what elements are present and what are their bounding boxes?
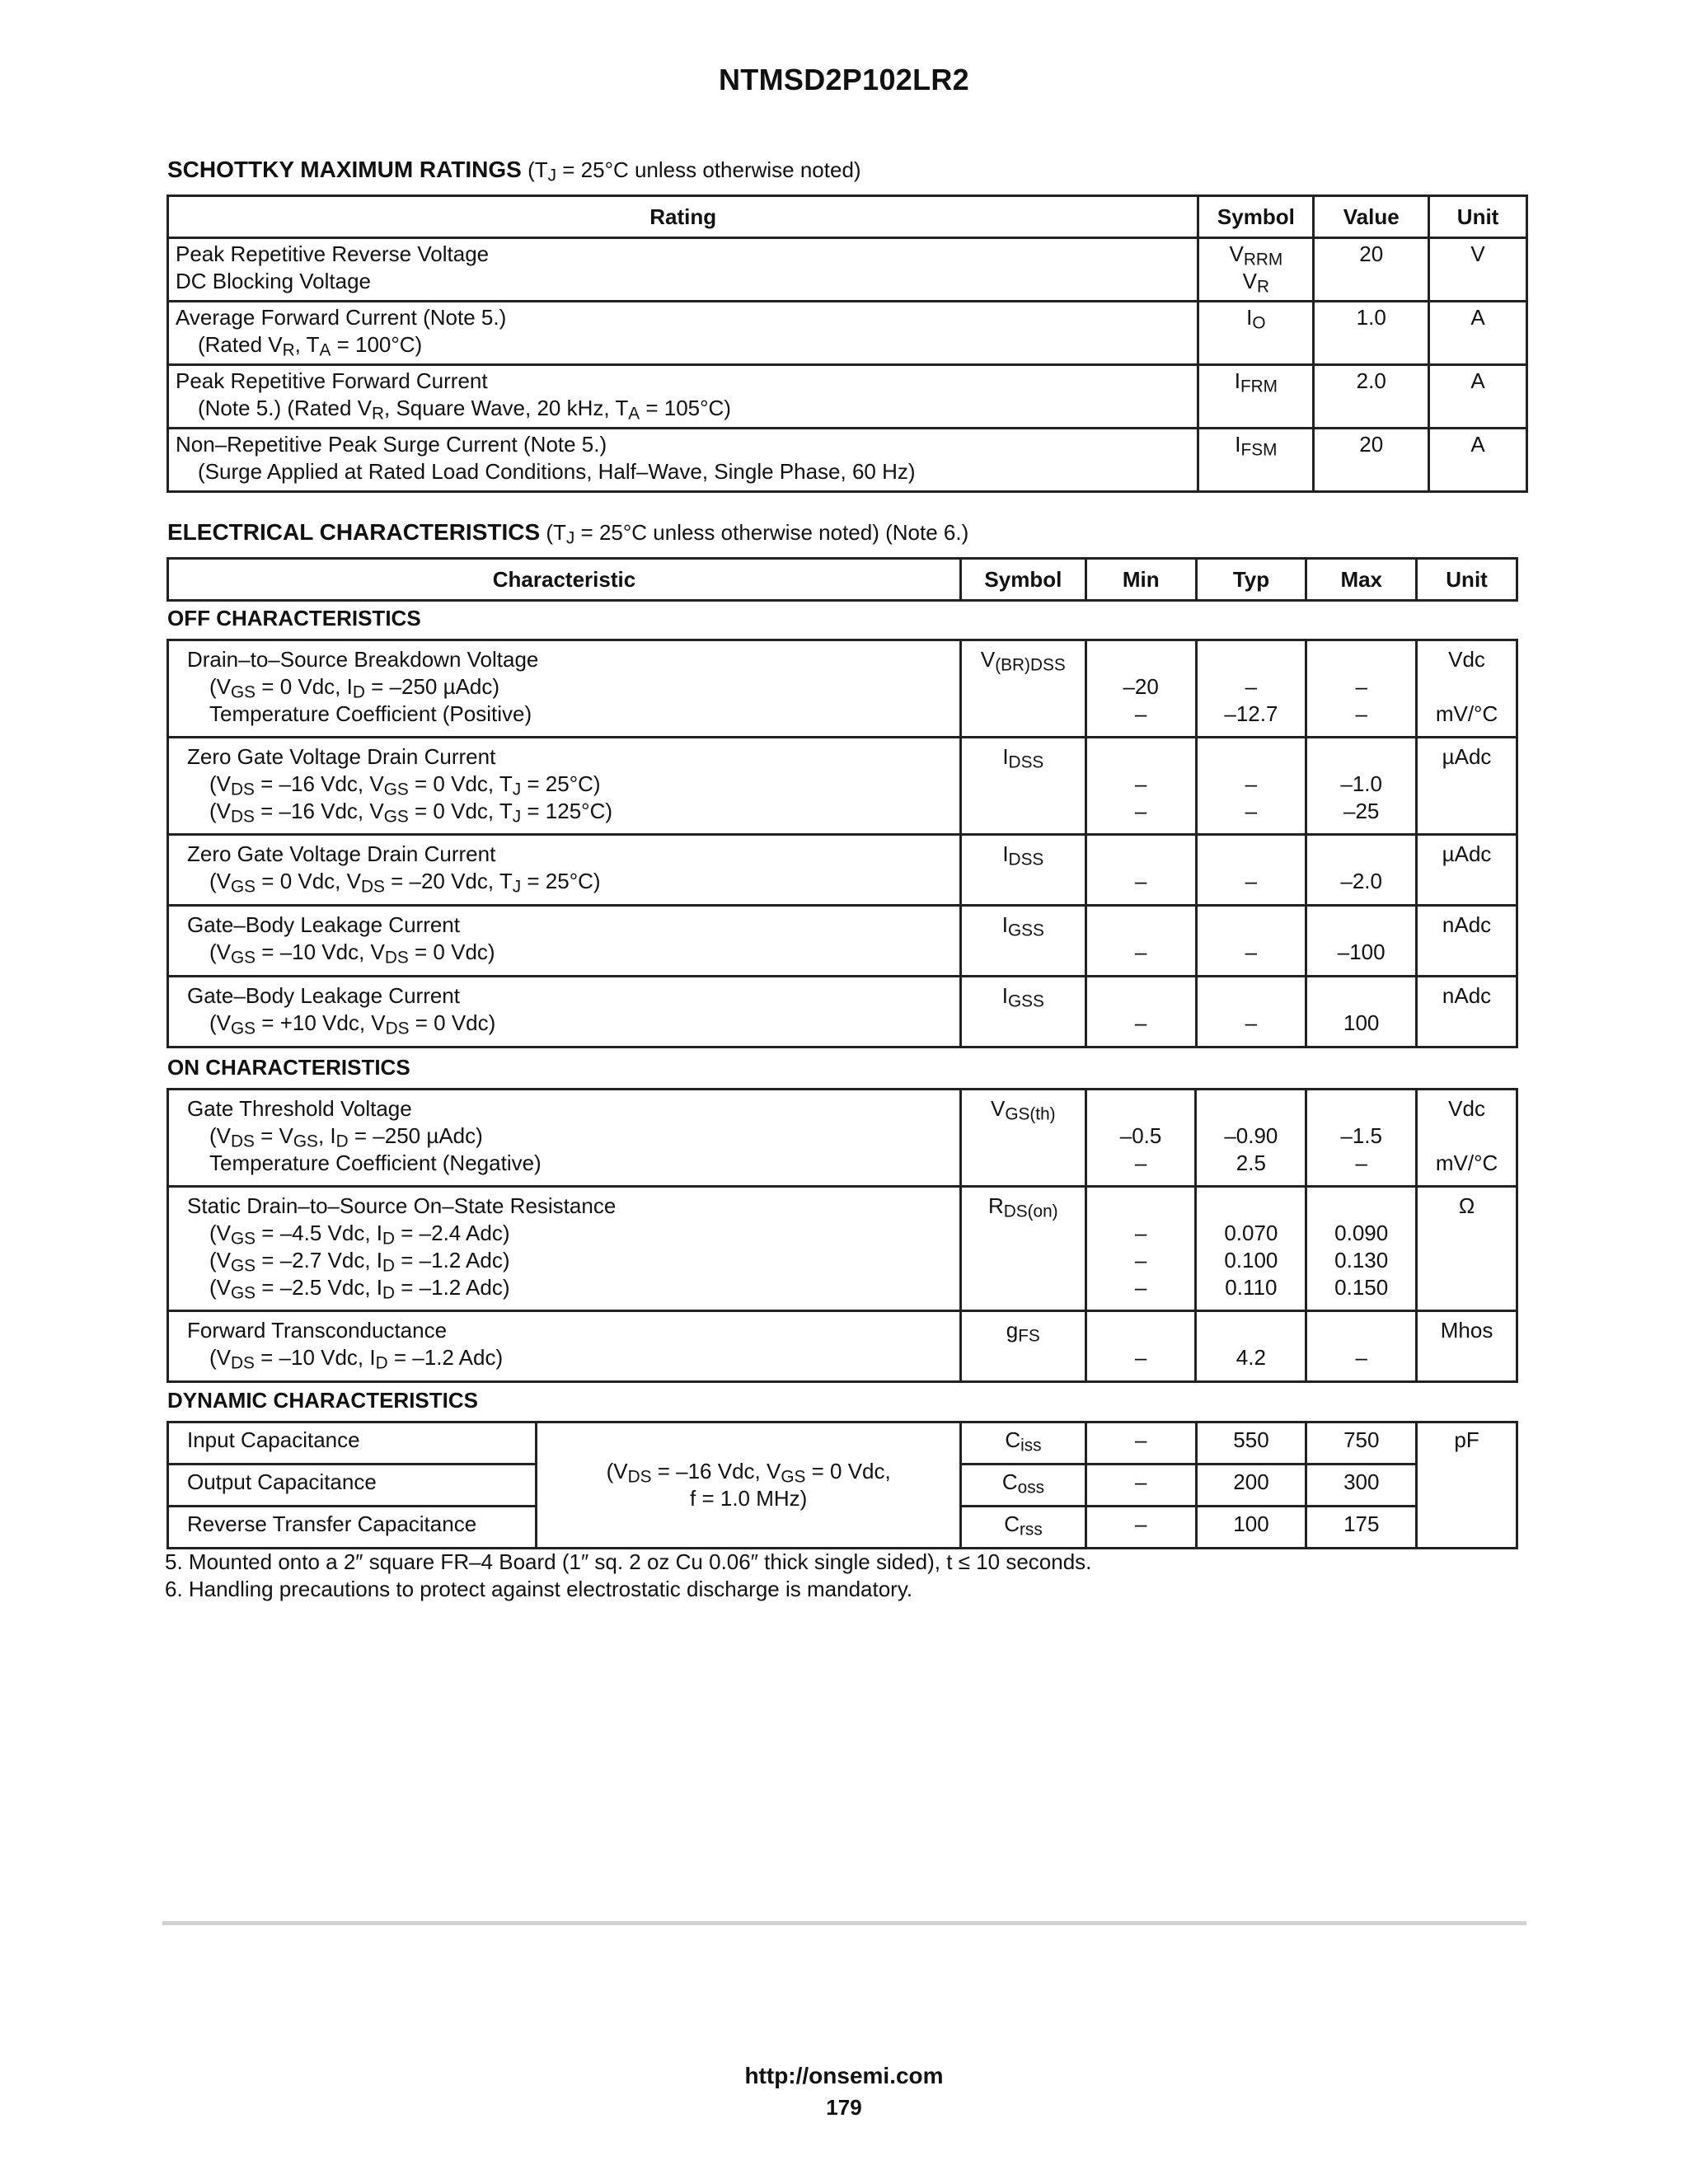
max-cell: 175 — [1306, 1507, 1417, 1549]
table-header-row — [168, 196, 1527, 238]
rating-cell: Peak Repetitive Forward Current (Note 5.) (Rated $V_R$, Square Wave, 20 kHz, $T_A = 105^\circ C$) — [168, 365, 1198, 429]
unit-cell: nAdc — [1417, 906, 1517, 977]
symbol-cell: $V_{GS(th)}$ — [960, 1090, 1085, 1187]
symbol-cell: $I_{FRM}$ — [1198, 365, 1314, 429]
table-row — [168, 1422, 1517, 1465]
table-row — [168, 1090, 1517, 1187]
column-header: Typ — [1196, 559, 1306, 601]
unit-cell: µAdc — [1417, 738, 1517, 835]
max-cell: – – — [1306, 640, 1417, 738]
symbol-cell: $C_{rss}$ — [961, 1507, 1086, 1549]
off-characteristics-title: OFF CHARACTERISTICS — [167, 606, 421, 630]
unit-cell: A — [1429, 302, 1527, 365]
rating-cell: Peak Repetitive Reverse Voltage DC Blocking Voltage — [168, 238, 1198, 302]
table-row — [168, 365, 1527, 429]
typ-cell: 0.070 0.100 0.110 — [1196, 1187, 1306, 1311]
min-cell: – – – — [1085, 1187, 1196, 1311]
table-row — [168, 429, 1527, 492]
symbol-cell: $C_{oss}$ — [961, 1465, 1086, 1507]
characteristic-cell: Zero Gate Voltage Drain Current ($V_{GS} = 0$ Vdc, $V_{DS} = -20$ Vdc, $T_J = 25^\circ C$) — [168, 835, 961, 906]
symbol-cell: $I_O$ — [1198, 302, 1314, 365]
rating-cell: Average Forward Current (Note 5.) (Rated $V_R$, $T_A = 100^\circ C$) — [168, 302, 1198, 365]
min-cell: – — [1085, 1422, 1196, 1465]
unit-cell: V — [1429, 238, 1527, 302]
min-cell: – — [1085, 906, 1196, 977]
column-header: Max — [1306, 559, 1417, 601]
typ-cell: 200 — [1196, 1465, 1306, 1507]
characteristic-cell: Zero Gate Voltage Drain Current ($V_{DS} = -16$ Vdc, $V_{GS} = 0$ Vdc, $T_J = 25^\circ C$) ($V_{DS} = -16$ Vdc, $V_{GS} = 0$ Vdc, $T_J = 125^\circ C$) — [168, 738, 961, 835]
symbol-cell: $I_{DSS}$ — [960, 738, 1085, 835]
unit-cell: Vdc mV/°C — [1417, 1090, 1517, 1187]
unit-cell: Vdc mV/°C — [1417, 640, 1517, 738]
table-row — [168, 640, 1517, 738]
symbol-cell: $g_{FS}$ — [960, 1311, 1085, 1382]
typ-cell: – — [1196, 977, 1306, 1047]
table-row — [168, 738, 1517, 835]
value-cell: 2.0 — [1314, 365, 1429, 429]
table-row — [168, 238, 1527, 302]
table-row — [168, 1187, 1517, 1311]
characteristic-cell: Output Capacitance — [168, 1465, 537, 1507]
table-row — [168, 977, 1517, 1047]
column-header: Symbol — [960, 559, 1085, 601]
schottky-ratings-table — [166, 194, 1528, 493]
min-cell: – – — [1085, 738, 1196, 835]
max-cell: 750 — [1306, 1422, 1417, 1465]
characteristic-cell: Input Capacitance — [168, 1422, 537, 1465]
characteristic-cell: Gate–Body Leakage Current ($V_{GS} = +10$ Vdc, $V_{DS} = 0$ Vdc) — [168, 977, 961, 1047]
typ-cell: – — [1196, 835, 1306, 906]
min-cell: – — [1085, 835, 1196, 906]
symbol-cell: $I_{FSM}$ — [1198, 429, 1314, 492]
typ-cell: 550 — [1196, 1422, 1306, 1465]
unit-cell: Ω — [1417, 1187, 1517, 1311]
electrical-heading — [167, 519, 968, 546]
table-row — [168, 835, 1517, 906]
dynamic-characteristics-table — [166, 1421, 1518, 1549]
max-cell: 100 — [1306, 977, 1417, 1047]
characteristic-cell: Reverse Transfer Capacitance — [168, 1507, 537, 1549]
unit-cell: A — [1429, 365, 1527, 429]
symbol-cell: $V_{RRM}$ $V_R$ — [1198, 238, 1314, 302]
page-number: 179 — [826, 2095, 862, 2120]
unit-cell: µAdc — [1417, 835, 1517, 906]
min-cell: – — [1085, 1507, 1196, 1549]
max-cell: 300 — [1306, 1465, 1417, 1507]
max-cell: –100 — [1306, 906, 1417, 977]
schottky-condition: ($T_J = 25^\circ C$ unless otherwise noted) — [521, 157, 861, 185]
max-cell: – — [1306, 1311, 1417, 1382]
electrical-heading-title: ELECTRICAL CHARACTERISTICS — [167, 519, 541, 545]
value-cell: 20 — [1314, 238, 1429, 302]
max-cell: 0.090 0.130 0.150 — [1306, 1187, 1417, 1311]
page-title: NTMSD2P102LR2 — [719, 63, 969, 96]
schottky-heading-title: SCHOTTKY MAXIMUM RATINGS — [167, 157, 522, 182]
characteristic-cell: Gate–Body Leakage Current ($V_{GS} = -10$ Vdc, $V_{DS} = 0$ Vdc) — [168, 906, 961, 977]
symbol-cell: $I_{GSS}$ — [960, 906, 1085, 977]
symbol-cell: $V_{(BR)DSS}$ — [960, 640, 1085, 738]
footnote-5: 5. Mounted onto a 2″ square FR–4 Board (1″ sq. 2 oz Cu 0.06″ thick single sided), t ≤ 10 seconds. — [165, 1549, 1092, 1574]
unit-cell: nAdc — [1417, 977, 1517, 1047]
symbol-cell: $C_{iss}$ — [961, 1422, 1086, 1465]
typ-cell: –0.90 2.5 — [1196, 1090, 1306, 1187]
min-cell: –0.5 – — [1085, 1090, 1196, 1187]
max-cell: –1.5 – — [1306, 1090, 1417, 1187]
dynamic-characteristics-title: DYNAMIC CHARACTERISTICS — [167, 1388, 478, 1413]
typ-cell: – – — [1196, 738, 1306, 835]
min-cell: –20 – — [1085, 640, 1196, 738]
on-characteristics-table — [166, 1088, 1518, 1383]
table-row — [168, 906, 1517, 977]
min-cell: – — [1085, 1311, 1196, 1382]
footer-url-link[interactable]: http://onsemi.com — [744, 2063, 944, 2088]
unit-cell: A — [1429, 429, 1527, 492]
symbol-cell: $R_{DS(on)}$ — [960, 1187, 1085, 1311]
footer-divider — [162, 1921, 1526, 1925]
typ-cell: 100 — [1196, 1507, 1306, 1549]
symbol-cell: $I_{DSS}$ — [960, 835, 1085, 906]
unit-cell: pF — [1417, 1422, 1517, 1549]
column-header: Symbol — [1198, 196, 1314, 238]
min-cell: – — [1085, 1465, 1196, 1507]
characteristic-cell: Static Drain–to–Source On–State Resistance ($V_{GS} = -4.5$ Vdc, $I_D = -2.4$ Adc) ($V_{GS} = -2.7$ Vdc, $I_D = -1.2$ Adc) ($V_{GS} = -2.5$ Vdc, $I_D = -1.2$ Adc) — [168, 1187, 961, 1311]
symbol-cell: $I_{GSS}$ — [960, 977, 1085, 1047]
min-cell: – — [1085, 977, 1196, 1047]
electrical-header-table — [166, 557, 1518, 602]
column-header: Characteristic — [168, 559, 961, 601]
on-characteristics-title: ON CHARACTERISTICS — [167, 1055, 410, 1080]
footnote-6: 6. Handling precautions to protect against electrostatic discharge is mandatory. — [165, 1577, 913, 1601]
value-cell: 1.0 — [1314, 302, 1429, 365]
max-cell: –1.0 –25 — [1306, 738, 1417, 835]
max-cell: –2.0 — [1306, 835, 1417, 906]
typ-cell: 4.2 — [1196, 1311, 1306, 1382]
column-header: Unit — [1429, 196, 1527, 238]
table-row — [168, 1311, 1517, 1382]
characteristic-cell: Drain–to–Source Breakdown Voltage ($V_{GS} = 0$ Vdc, $I_D = -250$ µAdc) Temperature Coefficient (Positive) — [168, 640, 961, 738]
unit-cell: Mhos — [1417, 1311, 1517, 1382]
column-header: Unit — [1417, 559, 1517, 601]
table-header-row — [168, 559, 1517, 601]
test-condition-cell: ($V_{DS} = -16$ Vdc, $V_{GS} = 0$ Vdc, f = 1.0 MHz) — [537, 1422, 961, 1549]
table-row — [168, 302, 1527, 365]
rating-cell: Non–Repetitive Peak Surge Current (Note 5.) (Surge Applied at Rated Load Conditions, Half–Wave, Single Phase, 60 Hz) — [168, 429, 1198, 492]
off-characteristics-table — [166, 639, 1518, 1048]
characteristic-cell: Forward Transconductance ($V_{DS} = -10$ Vdc, $I_D = -1.2$ Adc) — [168, 1311, 961, 1382]
column-header: Rating — [168, 196, 1198, 238]
schottky-heading — [167, 157, 861, 183]
typ-cell: – –12.7 — [1196, 640, 1306, 738]
typ-cell: – — [1196, 906, 1306, 977]
column-header: Min — [1085, 559, 1196, 601]
column-header: Value — [1314, 196, 1429, 238]
value-cell: 20 — [1314, 429, 1429, 492]
characteristic-cell: Gate Threshold Voltage ($V_{DS} = V_{GS}$, $I_D = -250$ µAdc) Temperature Coefficient (Negative) — [168, 1090, 961, 1187]
electrical-condition: ($T_J = 25^\circ C$ unless otherwise noted) (Note 6.) — [540, 520, 969, 548]
